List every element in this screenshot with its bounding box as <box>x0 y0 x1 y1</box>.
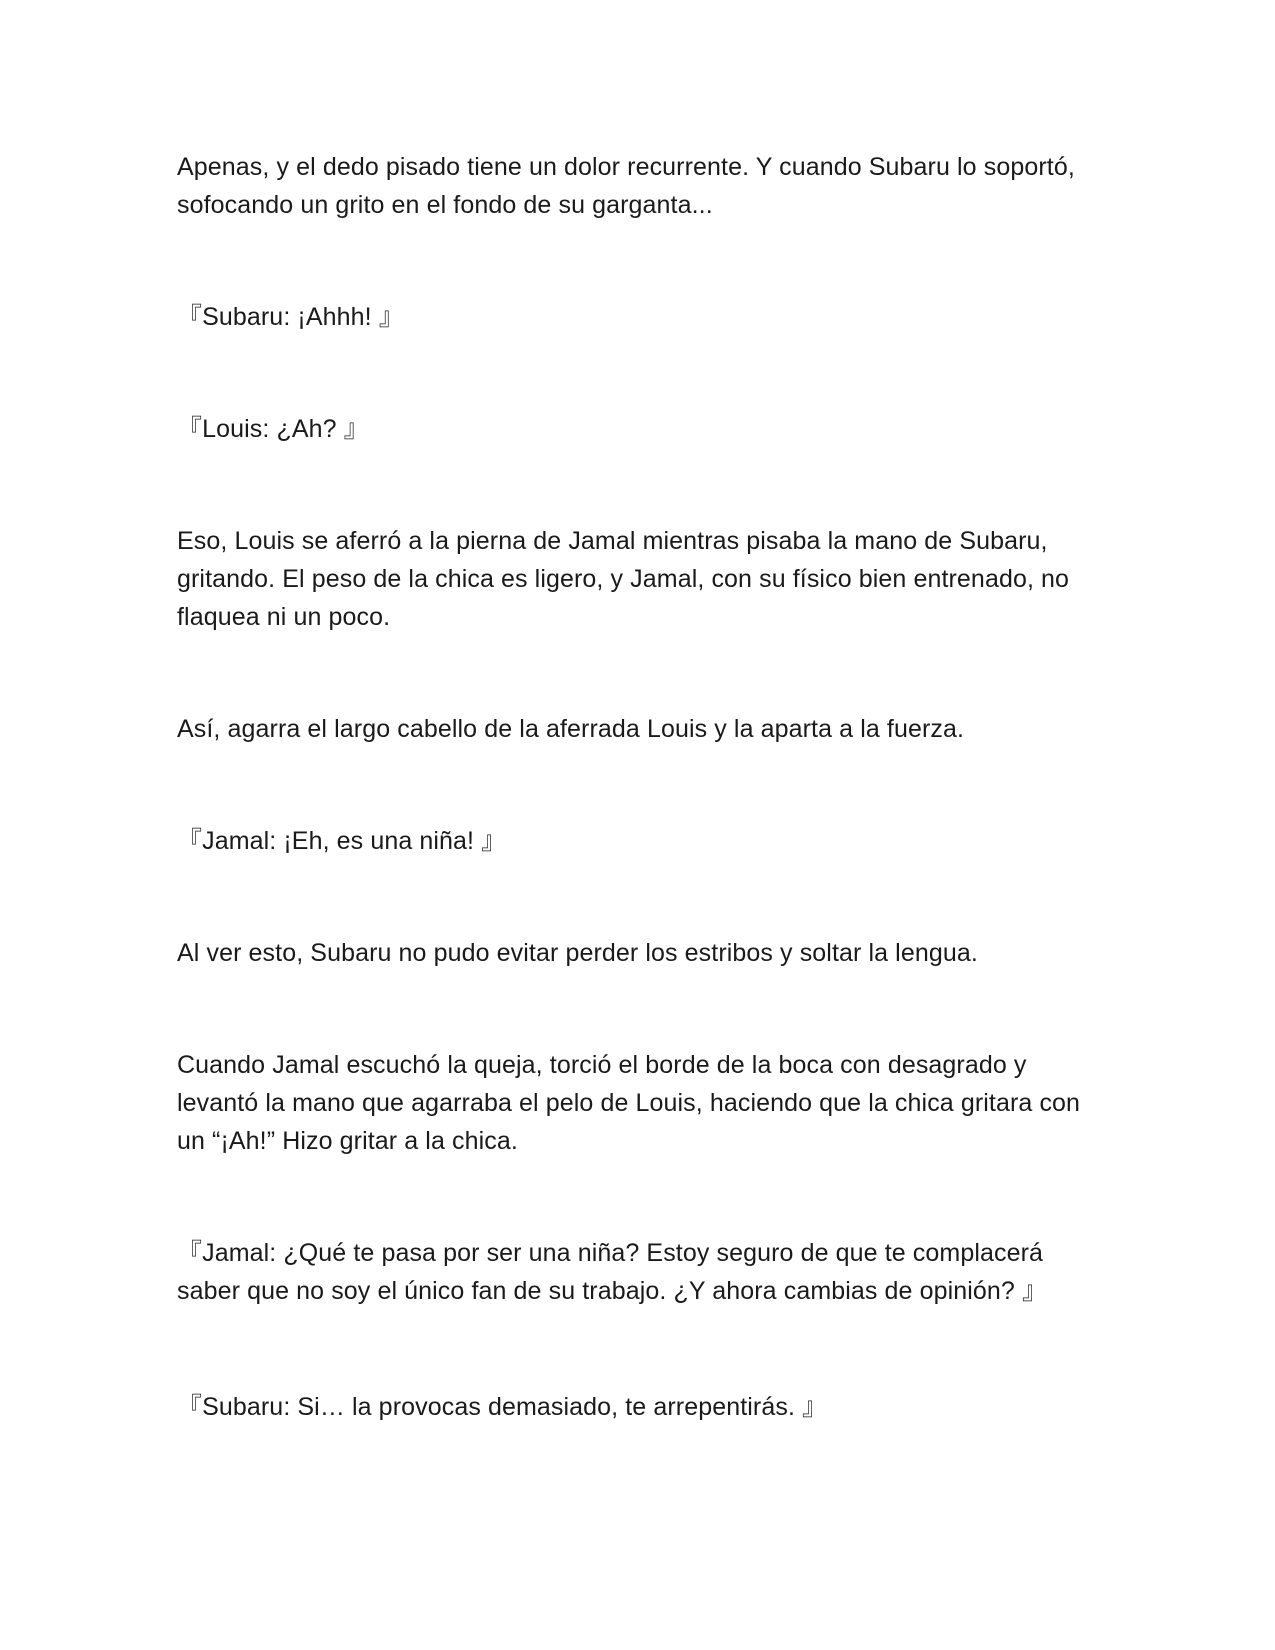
narration-paragraph: Así, agarra el largo cabello de la aferrada Louis y la aparta a la fuerza. <box>177 715 965 743</box>
dialogue-line-jamal: 『Jamal: ¿Qué te pasa por ser una niña? Estoy seguro de que te complacerá saber que no soy el único fan de su trabajo. ¿Y ahora cambias de opinión? 』 <box>177 1239 1048 1305</box>
dialogue-line-subaru: 『Subaru: Si… la provocas demasiado, te arrepentirás. 』 <box>177 1393 828 1421</box>
narration-paragraph: Eso, Louis se aferró a la pierna de Jamal mientras pisaba la mano de Subaru, gritando. El peso de la chica es ligero, y Jamal, con su físico bien entrenado, no flaquea ni un poco. <box>177 527 1070 631</box>
narration-paragraph: Cuando Jamal escuchó la queja, torció el borde de la boca con desagrado y levantó la mano que agarraba el pelo de Louis, haciendo que la chica gritara con un “¡Ah!” Hizo gritar a la chica. <box>177 1051 1081 1155</box>
dialogue-line-louis: 『Louis: ¿Ah? 』 <box>177 415 369 443</box>
dialogue-line-subaru: 『Subaru: ¡Ahhh! 』 <box>177 303 404 331</box>
narration-paragraph: Al ver esto, Subaru no pudo evitar perder los estribos y soltar la lengua. <box>177 939 978 967</box>
dialogue-line-jamal: 『Jamal: ¡Eh, es una niña! 』 <box>177 827 507 855</box>
narration-paragraph: Apenas, y el dedo pisado tiene un dolor recurrente. Y cuando Subaru lo soportó, sofocando un grito en el fondo de su garganta... <box>177 153 1075 219</box>
